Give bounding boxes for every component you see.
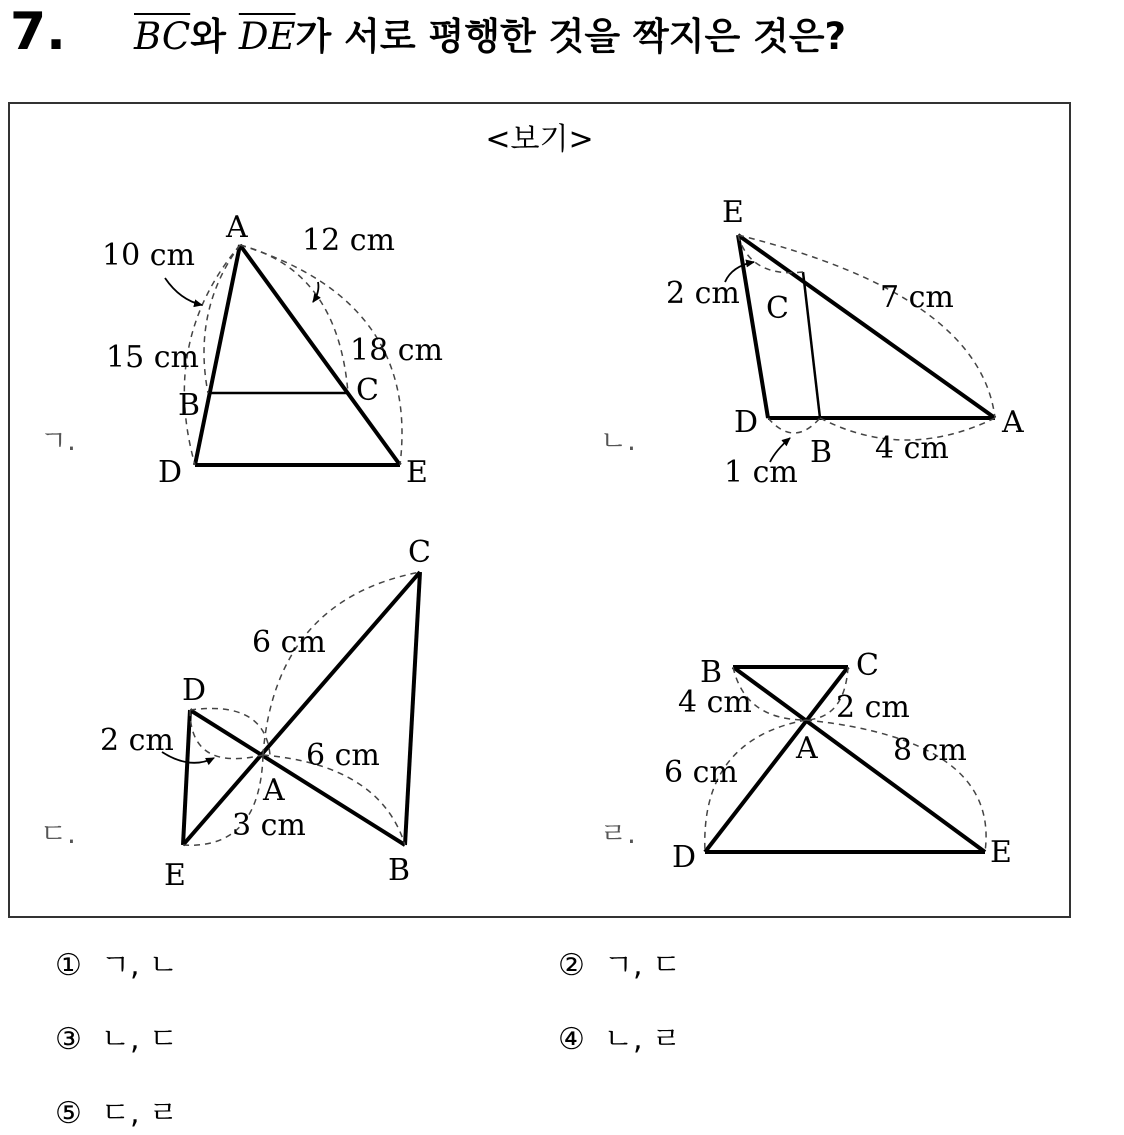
measure-label: 6 cm — [252, 625, 326, 660]
figure-marker: ㄱ. — [40, 424, 76, 457]
choice-text: ㄷ, ㄹ — [100, 1096, 179, 1131]
measure-label: 6 cm — [306, 738, 380, 773]
point-label-c: C — [356, 373, 379, 408]
segment-ea — [738, 235, 995, 418]
point-label-e: E — [164, 858, 186, 893]
choice-text: ㄴ, ㄷ — [100, 1022, 179, 1057]
point-label-d: D — [158, 455, 183, 490]
segment-cb — [405, 572, 420, 845]
choice-text: ㄱ, ㄷ — [603, 948, 682, 983]
figure-c — [40, 535, 431, 893]
segment-ad — [195, 245, 240, 465]
measure-label: 8 cm — [893, 733, 967, 768]
measure-label: 18 cm — [350, 333, 443, 368]
point-label-e: E — [990, 835, 1012, 870]
measure-label: 4 cm — [678, 685, 752, 720]
measure-label: 6 cm — [664, 755, 738, 790]
point-label-d: D — [734, 405, 759, 440]
question-number: 7. — [10, 2, 66, 62]
segment-de: $\overline{DE}$ — [238, 15, 296, 58]
point-label-b: B — [388, 853, 411, 888]
choice-number: ④ — [558, 1022, 585, 1057]
point-label-e: E — [406, 455, 428, 490]
point-label-c: C — [766, 291, 789, 326]
figure-marker: ㄴ. — [600, 424, 636, 457]
choice-text: ㄴ, ㄹ — [603, 1022, 682, 1057]
point-label-e: E — [722, 195, 744, 230]
point-label-a: A — [796, 731, 818, 766]
measure-label: 4 cm — [875, 431, 949, 466]
measure-label: 15 cm — [106, 340, 199, 375]
choice-text: ㄱ, ㄴ — [100, 948, 179, 983]
measure-label: 10 cm — [102, 238, 195, 273]
question-text-rest: 가 서로 평행한 것을 짝지은 것은? — [295, 15, 847, 58]
measure-label: 7 cm — [880, 280, 954, 315]
measure-label: 3 cm — [232, 808, 306, 843]
measure-label: 2 cm — [666, 276, 740, 311]
figure-marker: ㄷ. — [40, 817, 76, 850]
segment-bc: $\overline{BC}$ — [134, 15, 191, 58]
measure-label: 2 cm — [836, 690, 910, 725]
choice-5[interactable] — [55, 1088, 178, 1132]
choice-number: ⑤ — [55, 1096, 82, 1131]
measure-arc-db — [768, 418, 820, 433]
choice-4[interactable] — [558, 1014, 681, 1058]
point-label-d: D — [672, 840, 697, 875]
choice-2[interactable] — [558, 940, 681, 984]
figure-b — [600, 195, 1024, 490]
question-text-mid: 와 — [190, 15, 239, 58]
segment-de — [183, 710, 190, 845]
choice-number: ① — [55, 948, 82, 983]
measure-label: 1 cm — [724, 455, 798, 490]
figure-d — [600, 648, 1012, 875]
point-label-c: C — [856, 648, 879, 683]
point-label-b: B — [810, 435, 833, 470]
point-label-a: A — [263, 773, 285, 808]
figure-a — [40, 210, 443, 490]
choice-1[interactable] — [55, 940, 178, 984]
choice-3[interactable] — [55, 1014, 178, 1058]
choice-number: ③ — [55, 1022, 82, 1057]
measure-label: 12 cm — [302, 223, 395, 258]
choice-number: ② — [558, 948, 585, 983]
example-box-title: <보기> — [485, 122, 594, 157]
measure-label: 2 cm — [100, 723, 174, 758]
pointer-arrow — [165, 278, 202, 305]
point-label-c: C — [408, 535, 431, 570]
point-label-a: A — [1002, 405, 1024, 440]
point-label-d: D — [182, 673, 207, 708]
point-label-a: A — [226, 210, 248, 245]
segment-ec — [183, 572, 420, 845]
point-label-b: B — [700, 655, 723, 690]
figure-marker: ㄹ. — [600, 817, 636, 850]
point-label-b: B — [178, 388, 201, 423]
